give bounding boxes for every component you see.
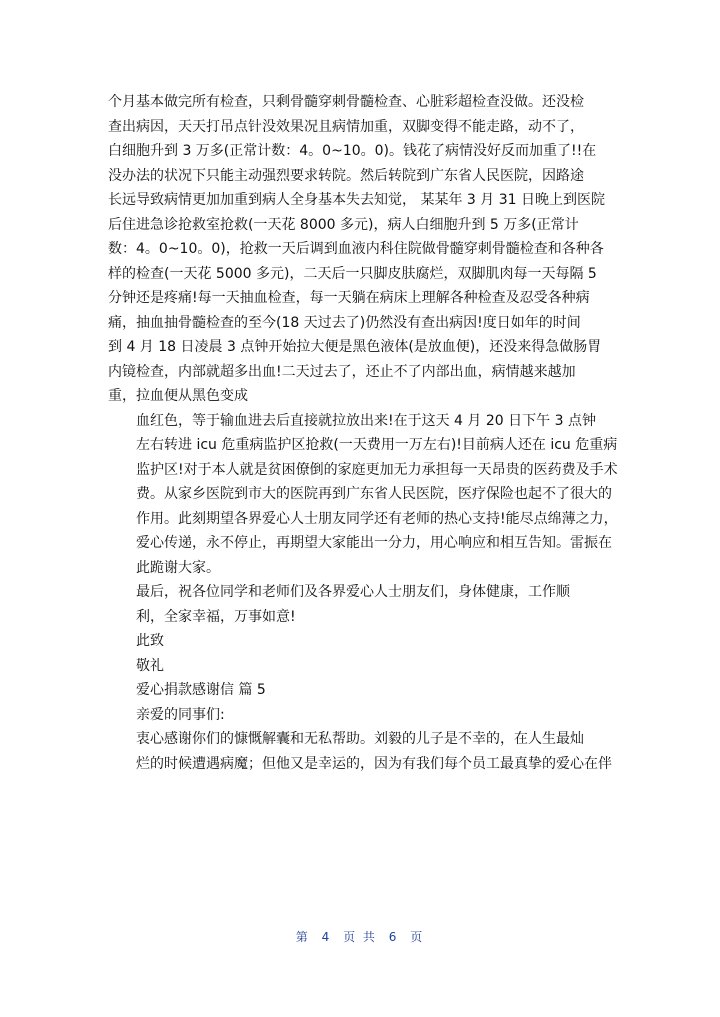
text-line: 个月基本做完所有检查，只剩骨髓穿刺骨髓检查、心脏彩超检查没做。还没检: [108, 94, 584, 110]
paragraph: [108, 409, 618, 581]
text-line: 到 4 月 18 日凌晨 3 点钟开始拉大便是黑色液体(是放血便)，还没来得急做肠胃: [108, 339, 602, 355]
text-line: 敬礼: [136, 657, 164, 674]
footer-total-pages: 6: [388, 930, 399, 944]
paragraph: [108, 703, 604, 728]
text-line: 此跪谢大家。: [136, 559, 220, 576]
paragraph: [108, 727, 612, 776]
footer-middle: 页 共: [343, 930, 377, 944]
text-line: 烂的时候遭遇病魔；但他又是幸运的，因为有我们每个员工最真挚的爱心在伴: [136, 755, 612, 772]
text-line: 此致: [136, 633, 164, 649]
text-line: 痛，抽血抽骨髓检查的至今(18 天过去了)仍然没有查出病因!度日如年的时间: [108, 314, 581, 331]
text-line: 费。从家乡医院到市大的医院再到广东省人民医院，医疗保险也起不了很大的: [136, 486, 612, 502]
text-line: 左右转进 icu 危重病监护区抢救(一天费用一万左右)!目前病人还在 icu 危重病: [136, 437, 618, 453]
text-line: 数：4。0~10。0)，抢救一天后调到血液内科住院做骨髓穿刺骨髓检查和各种各: [108, 241, 604, 257]
text-line: 后住进急诊抢救室抢救(一天花 8000 多元)，病人白细胞升到 5 万多(正常计: [108, 216, 579, 233]
text-line: 亲爱的同事们:: [136, 706, 225, 723]
paragraph: [108, 629, 604, 654]
footer-prefix: 第: [295, 930, 310, 944]
text-line: 样的检查(一天花 5000 多元)，二天后一只脚皮肤腐烂，双脚肌肉每一天每隔 5: [108, 265, 597, 282]
text-line: 没办法的状况下只能主动强烈要求转院。然后转院到广东省人民医院，因路途: [108, 167, 584, 184]
paragraph: [108, 90, 604, 409]
footer-suffix: 页: [410, 930, 425, 944]
text-line: 作用。此刻期望各界爱心人士朋友同学还有老师的热心支持!能尽点绵薄之力，: [136, 510, 618, 527]
text-line: 白细胞升到 3 万多(正常计数：4。0~10。0)。钱花了病情没好反而加重了!!在: [108, 143, 597, 159]
page-footer: [0, 928, 720, 945]
text-line: 重，拉血便从黑色变成: [108, 388, 248, 404]
text-line: 血红色，等于输血进去后直接就拉放出来!在于这天 4 月 20 日下午 3 点钟: [136, 412, 596, 429]
text-line: 利，全家幸福，万事如意!: [136, 608, 296, 625]
document-body: [108, 90, 618, 776]
text-line: 长远导致病情更加加重到病人全身基本失去知觉， 某某年 3 月 31 日晚上到医院: [108, 192, 605, 208]
text-line: 衷心感谢你们的慷慨解囊和无私帮助。刘毅的儿子是不幸的，在人生最灿: [136, 731, 584, 747]
text-line: 内镜检查，内部就超多出血!二天过去了，还止不了内部出血，病情越来越加: [108, 363, 576, 380]
paragraph: [108, 678, 604, 703]
footer-current-page: 4: [321, 930, 332, 944]
text-line: 爱心捐款感谢信 篇 5: [136, 682, 266, 698]
text-line: 最后，祝各位同学和老师们及各界爱心人士朋友们，身体健康，工作顺: [136, 584, 570, 600]
text-line: 查出病因，天天打吊点针没效果况且病情加重，双脚变得不能走路，动不了，: [108, 118, 584, 135]
text-line: 分钟还是疼痛!每一天抽血检查，每一天躺在病床上理解各种检查及忍受各种病: [108, 290, 590, 306]
text-line: 爱心传递，永不停止，再期望大家能出一分力，用心响应和相互告知。雷振在: [136, 535, 612, 551]
paragraph: [108, 654, 604, 679]
text-line: 监护区!对于本人就是贫困僚倒的家庭更加无力承担每一天昂贵的医药费及手术: [136, 461, 618, 478]
paragraph: [108, 580, 604, 629]
